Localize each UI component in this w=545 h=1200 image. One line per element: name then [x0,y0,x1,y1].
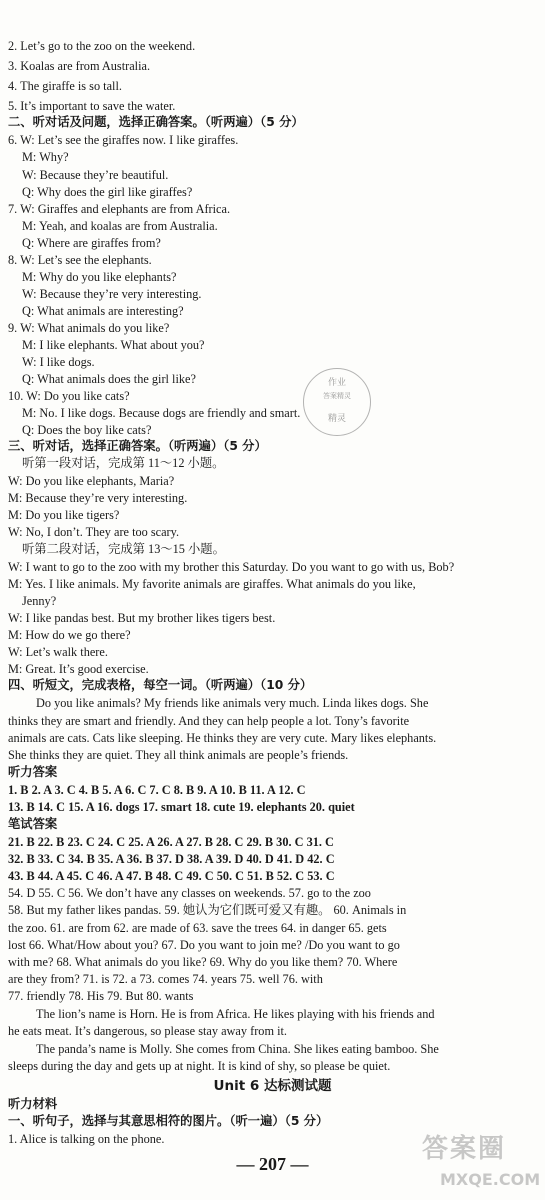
dialog-line: 6. W: Let’s see the giraffes now. I like giraffes. [8,133,239,147]
section-heading: 四、听短文，完成表格，每空一词。（听两遍）（10 分） [8,678,313,692]
homework-stamp: 作业 答案精灵 精灵 [303,368,371,436]
writing-line: The lion’s name is Horn. He is from Africa. He likes playing with his friends and [36,1007,435,1021]
page-number: — 207 — [236,1154,309,1174]
instruction-line: 听第一段对话，完成第 11～12 小题。 [22,456,225,470]
dialog-line: Q: Why does the girl like giraffes? [22,185,193,199]
dialog-line: M: Do you like tigers? [8,508,120,522]
dialog-line: W: Do you like elephants, Maria? [8,474,175,488]
dialog-line: Q: What animals are interesting? [22,304,184,318]
unit-title: Unit 6 达标测试题 [213,1078,332,1094]
script-line: 1. Alice is talking on the phone. [8,1132,165,1146]
dialog-line: M: No. I like dogs. Because dogs are friendly and smart. [22,406,301,420]
dialog-line: M: Yes. I like animals. My favorite animals are giraffes. What animals do you like, [8,577,416,591]
section-heading: 一、听句子，选择与其意思相符的图片。（听一遍）（5 分） [8,1114,329,1128]
dialog-line: W: Because they’re beautiful. [22,168,169,182]
dialog-line: Q: What animals does the girl like? [22,372,196,386]
section-heading: 二、听对话及问题，选择正确答案。（听两遍）（5 分） [8,115,304,129]
answer-line: are they from? 71. is 72. a 73. comes 74. years 75. well 76. with [8,972,323,986]
dialog-line: 7. W: Giraffes and elephants are from Africa. [8,202,231,216]
dialog-line: M: How do we go there? [8,628,131,642]
script-line: 2. Let’s go to the zoo on the weekend. [8,39,196,53]
script-line: 5. It’s important to save the water. [8,99,176,113]
instruction-line: 听第二段对话，完成第 13～15 小题。 [22,542,225,556]
answer-line: 1. B 2. A 3. C 4. B 5. A 6. C 7. C 8. B 9. A 10. B 11. A 12. C [8,783,306,797]
answer-line: with me? 68. What animals do you like? 69. Why do you like them? 70. Where [8,955,398,969]
section-heading: 三、听对话，选择正确答案。（听两遍）（5 分） [8,439,267,453]
dialog-line: Q: Does the boy like cats? [22,423,152,437]
answer-line: 32. B 33. C 34. B 35. A 36. B 37. D 38. A 39. D 40. D 41. D 42. C [8,852,335,866]
dialog-line: M: I like elephants. What about you? [22,338,205,352]
dialog-line: Jenny? [22,594,57,608]
paragraph-line: She thinks they are quiet. They all think animals are people’s friends. [8,748,349,762]
dialog-line: M: Because they’re very interesting. [8,491,188,505]
answer-line: 21. B 22. B 23. C 24. C 25. A 26. A 27. B 28. C 29. B 30. C 31. C [8,835,334,849]
dialog-line: 8. W: Let’s see the elephants. [8,253,152,267]
answer-line: 13. B 14. C 15. A 16. dogs 17. smart 18. cute 19. elephants 20. quiet [8,800,355,814]
answer-line: lost 66. What/How about you? 67. Do you want to join me? /Do you want to go [8,938,400,952]
dialog-line: W: I want to go to the zoo with my brother this Saturday. Do you want to go with us, Bob? [8,560,455,574]
answer-line: the zoo. 61. are from 62. are made of 63. save the trees 64. in danger 65. gets [8,921,387,935]
dialog-line: M: Yeah, and koalas are from Australia. [22,219,218,233]
writing-line: The panda’s name is Molly. She comes from China. She likes eating bamboo. She [36,1042,439,1056]
dialog-line: M: Why? [22,150,69,164]
paragraph-line: animals are cats. Cats like sleeping. He thinks they are very cute. Mary likes elephants. [8,731,437,745]
paragraph-line: Do you like animals? My friends like animals very much. Linda likes dogs. She [36,696,429,710]
answer-line: 43. B 44. A 45. C 46. A 47. B 48. C 49. C 50. C 51. B 52. C 53. C [8,869,335,883]
answers-heading: 听力答案 [8,765,58,779]
dialog-line: W: I like dogs. [22,355,95,369]
paragraph-line: thinks they are smart and friendly. And they can help people a lot. Tony’s favorite [8,714,410,728]
dialog-line: 10. W: Do you like cats? [8,389,130,403]
watermark-logo: 答案圈 MXQE.COM [422,1134,541,1189]
dialog-line: W: I like pandas best. But my brother likes tigers best. [8,611,276,625]
dialog-line: M: Great. It’s good exercise. [8,662,149,676]
dialog-line: W: No, I don’t. They are too scary. [8,525,180,539]
answer-line: 54. D 55. C 56. We don’t have any classes on weekends. 57. go to the zoo [8,886,371,900]
dialog-line: M: Why do you like elephants? [22,270,177,284]
writing-line: sleeps during the day and gets up at night. It is kind of shy, so please be quiet. [8,1059,391,1073]
dialog-line: Q: Where are giraffes from? [22,236,161,250]
script-line: 3. Koalas are from Australia. [8,59,151,73]
dialog-line: W: Let’s walk there. [8,645,108,659]
dialog-line: 9. W: What animals do you like? [8,321,170,335]
answer-line: 58. But my father likes pandas. 59. 她认为它们既可爱又有趣。 60. Animals in [8,903,407,917]
writing-line: he eats meat. It’s dangerous, so please stay away from it. [8,1024,287,1038]
answers-heading: 笔试答案 [8,817,58,831]
answer-line: 77. friendly 78. His 79. But 80. wants [8,989,194,1003]
dialog-line: W: Because they’re very interesting. [22,287,202,301]
material-heading: 听力材料 [8,1097,58,1111]
script-line: 4. The giraffe is so tall. [8,79,122,93]
